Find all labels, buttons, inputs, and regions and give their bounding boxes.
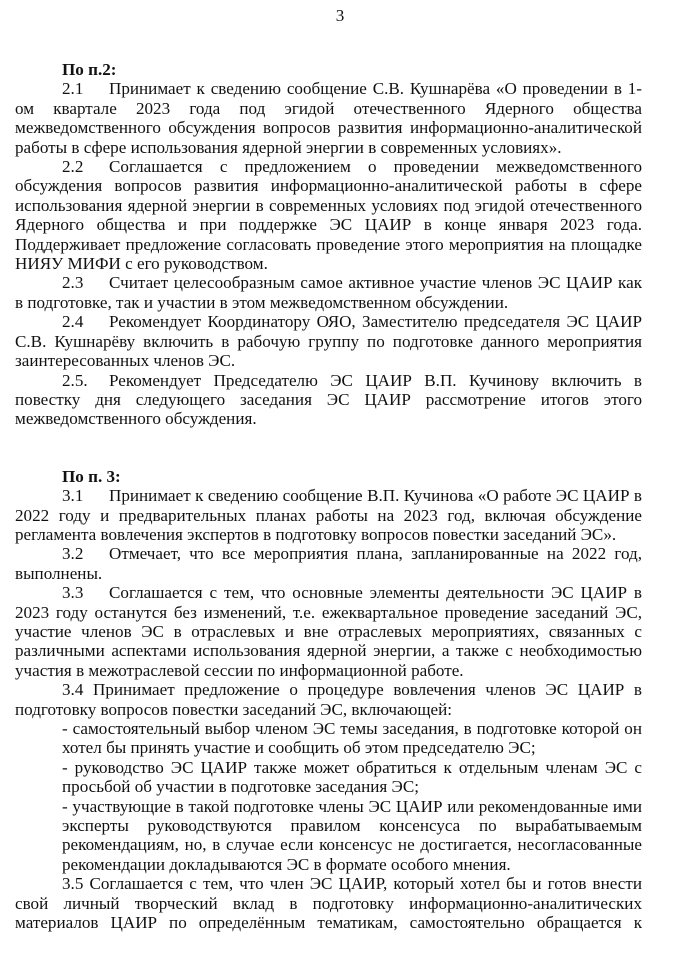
document-body: [15, 60, 642, 932]
item-number: 2.4: [62, 312, 84, 332]
item-2-1: [15, 79, 642, 157]
item-3-4-intro: 3.4 Принимает предложение о процедуре вовлечения членов ЭС ЦАИР в подготовку вопросов повестки заседаний ЭС, включающей:: [15, 680, 642, 719]
item-number: 2.5.: [62, 370, 88, 390]
item-number: 2.2: [62, 157, 84, 177]
item-text: Соглашается с тем, что основные элементы деятельности ЭС ЦАИР в 2023 году останутся без изменений, т.е. ежеквартальное проведение заседаний ЭС, участие членов ЭС в отраслевых и вне отраслевых мероприятиях, связанных с различными аспектами использования ядерной энергии, а также с необходимостью участия в межотраслевой сессии по информационной работе.: [15, 583, 642, 680]
item-text: Рекомендует Координатору ОЯО, Заместителю председателя ЭС ЦАИР С.В. Кушнарёву включить в рабочую группу по подготовке данного мероприятия заинтересованных членов ЭС.: [15, 312, 642, 371]
item-3-4-dash-3: - участвующие в такой подготовке члены ЭС ЦАИР или рекомендованные ими эксперты руководствуются правилом консенсуса по вырабатываемым рекомендациям, но, в случае если консенсус не достигается, несогласованные рекомендации докладываются ЭС в формате особого мнения.: [62, 796, 642, 874]
item-3-1: [15, 486, 642, 544]
section-3-heading: По п. 3:: [62, 466, 121, 486]
item-number: 3.3: [62, 583, 84, 603]
item-2-5: [15, 371, 642, 429]
item-2-2: [15, 157, 642, 273]
item-text: Принимает к сведению сообщение С.В. Кушнарёва «О проведении в 1-ом квартале 2023 года под эгидой отечественного Ядерного общества межведомственного обсуждения вопросов развития информационно-аналитической работы в сфере использования ядерной энергии в современных условиях».: [15, 79, 642, 157]
item-3-4-dash-1: - самостоятельный выбор членом ЭС темы заседания, в подготовке которой он хотел бы принять участие и сообщить об этом председателю ЭС;: [62, 719, 642, 758]
item-3-4-dash-2: - руководство ЭС ЦАИР также может обратиться к отдельным членам ЭС с просьбой об участии в подготовке заседания ЭС;: [62, 757, 642, 797]
item-text: Рекомендует Председателю ЭС ЦАИР В.П. Кучинову включить в повестку дня следующего заседания ЭС ЦАИР рассмотрение итогов этого межведомственного обсуждения.: [15, 370, 642, 429]
page-number: 3: [335, 6, 345, 25]
item-2-4: [15, 312, 642, 370]
item-number: 2.1: [62, 79, 84, 99]
item-3-3: [15, 583, 642, 680]
item-number: 3.2: [62, 544, 84, 564]
item-number: 3.1: [62, 486, 84, 506]
item-number: 2.3: [62, 273, 84, 293]
item-text: Соглашается с предложением о проведении межведомственного обсуждения вопросов развития информационно-аналитической работы в сфере использования ядерной энергии в современных условиях под эгидой отечественного Ядерного общества и при поддержке ЭС ЦАИР в конце января 2023 года. Поддерживает предложение согласовать проведение этого мероприятия на площадке НИЯУ МИФИ с его руководством.: [15, 157, 642, 274]
item-text: Считает целесообразным самое активное участие членов ЭС ЦАИР как в подготовке, так и участии в этом межведомственном обсуждении.: [15, 273, 642, 312]
item-3-2: [15, 544, 642, 583]
item-3-5: 3.5 Соглашается с тем, что член ЭС ЦАИР, который хотел бы и готов внести свой личный творческий вклад в подготовку информационно-аналитических материалов ЦАИР по определённым тематикам, самостоятельно обращается к: [15, 874, 642, 933]
item-2-3: [15, 273, 642, 312]
section-spacer: [15, 448, 642, 467]
section-spacer: [15, 429, 642, 448]
item-text: Отмечает, что все мероприятия плана, запланированные на 2022 год, выполнены.: [15, 544, 642, 583]
section-2-heading: По п.2:: [62, 60, 117, 79]
item-text: Принимает к сведению сообщение В.П. Кучинова «О работе ЭС ЦАИР в 2022 году и предварительных планах работы на 2023 год, включая обсуждение регламента вовлечения экспертов в подготовку вопросов повестки заседаний ЭС».: [15, 486, 642, 544]
